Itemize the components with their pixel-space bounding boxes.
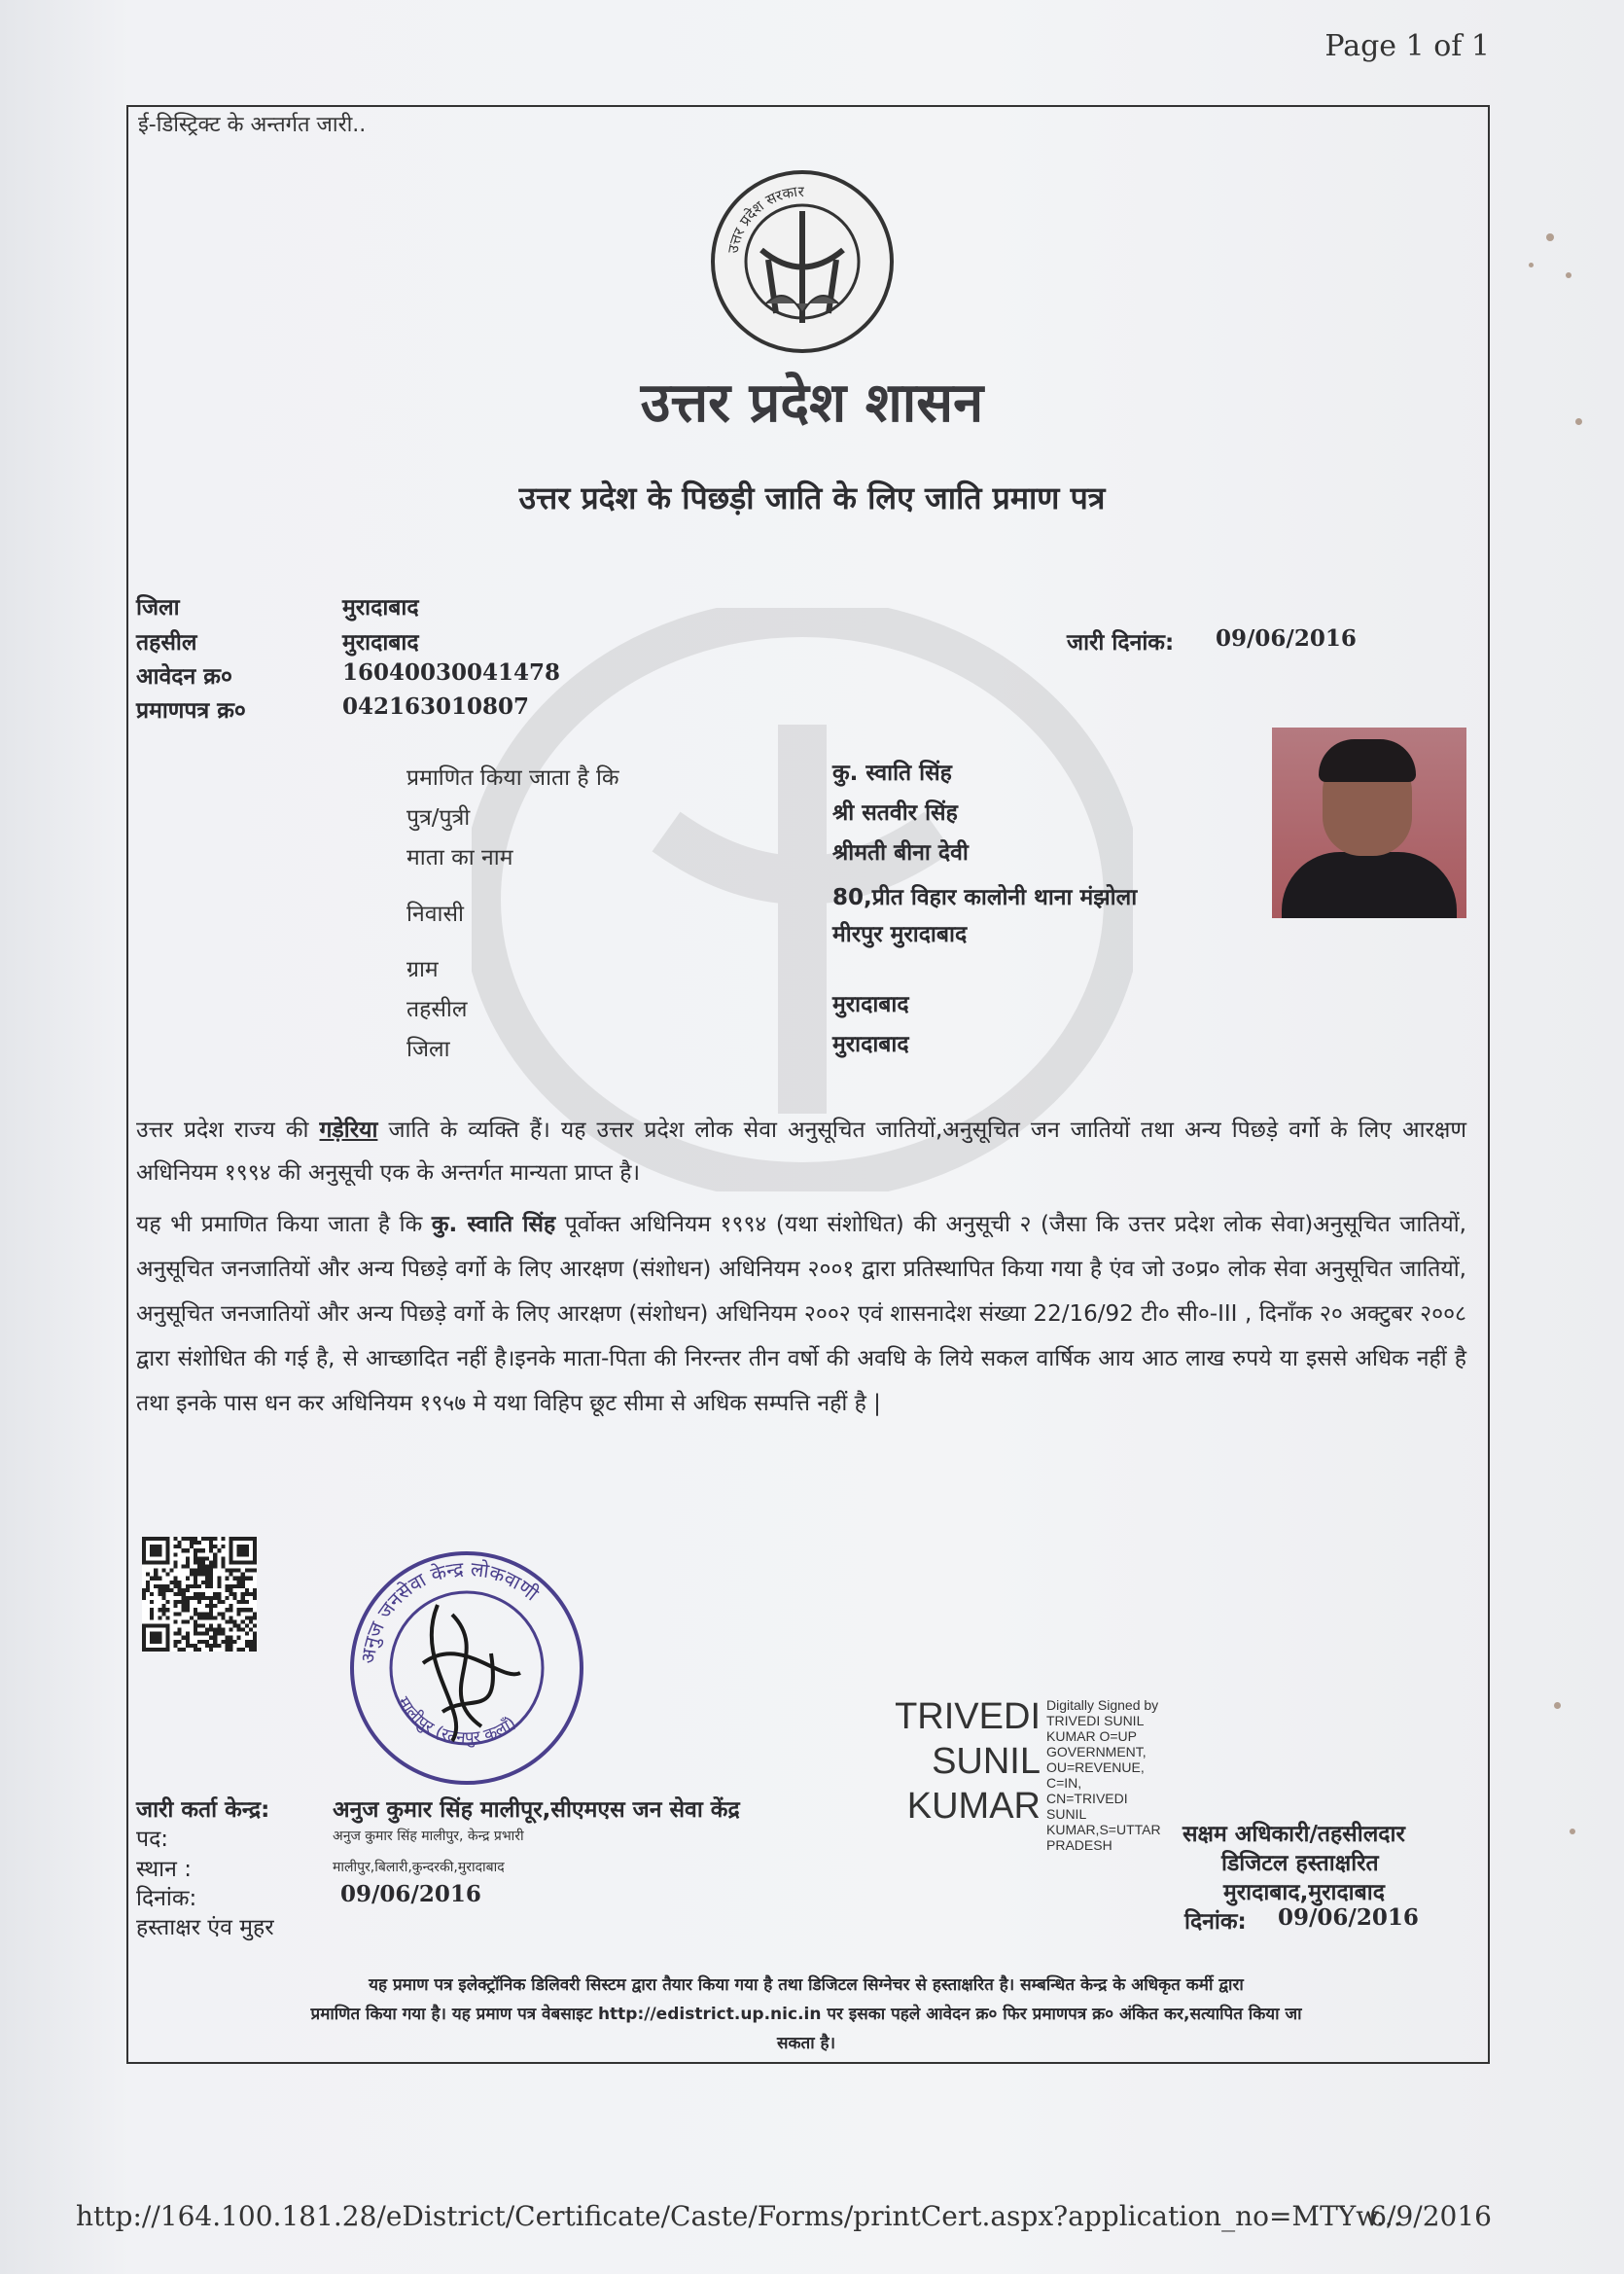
district-value: मुरादाबाद bbox=[342, 595, 419, 621]
certificate-footnote: यह प्रमाण पत्र इलेक्ट्रॉनिक डिलिवरी सिस्टम द्वारा तैयार किया गया है तथा डिजिटल सिग्नेचर से हस्ताक्षरित है। सम्बन्धित केन्द्र के अधिकृत कर्मी द्वारा प्रमाणित किया गया है। यह प्रमाण पत्र वेबसाइट http://edistrict.up.nic.in पर इसका पहले आवेदन क्र० फिर प्रमाणपत्र क्र० अंकित कर,सत्यापित किया जा सकता है। bbox=[310, 1975, 1302, 2053]
issuing-centre-value: अनुज कुमार सिंह मालीपूर,सीएमएस जन सेवा केंद्र bbox=[333, 1797, 740, 1823]
paper-stain bbox=[1566, 272, 1571, 278]
certificate-number: 042163010807 bbox=[342, 693, 530, 720]
print-date: 6/9/2016 bbox=[1369, 2200, 1492, 2232]
issue-date-label: जारी दिनांक: bbox=[1067, 630, 1175, 656]
paper-stain bbox=[1554, 1702, 1561, 1709]
district-label: जिला bbox=[136, 595, 180, 621]
officer-place: मुरादाबाद,मुरादाबाद bbox=[1223, 1880, 1385, 1905]
application-label: आवेदन क्र० bbox=[136, 664, 232, 690]
tehsil-label: तहसील bbox=[136, 630, 197, 656]
paper-stain bbox=[1546, 233, 1554, 241]
officer-title: सक्षम अधिकारी/तहसीलदार bbox=[1183, 1822, 1405, 1847]
relation-label: पुत्र/पुत्री bbox=[406, 805, 471, 831]
paragraph-person-name: कु. स्वाति सिंह bbox=[431, 1212, 556, 1237]
digital-sign-name: TRIVEDI SUNIL KUMAR bbox=[895, 1696, 1041, 1827]
sign-seal-label: हस्ताक्षर एंव मुहर bbox=[136, 1915, 274, 1940]
issuer-date-value: 09/06/2016 bbox=[340, 1881, 481, 1907]
seal-inner-text: मालीपुर (रतनपुर कलाँ) bbox=[393, 1693, 520, 1749]
issued-under-note: ई-डिस्ट्रिक्ट के अन्तर्गत जारी.. bbox=[138, 113, 367, 137]
address-line-1: 80,प्रीत विहार कालोनी थाना मंझोला bbox=[832, 885, 1138, 910]
certificate-no-label: प्रमाणपत्र क्र० bbox=[136, 698, 246, 724]
person-district-value: मुरादाबाद bbox=[832, 1032, 909, 1057]
officer-digital-sign: डिजिटल हस्ताक्षरित bbox=[1221, 1851, 1379, 1876]
post-label: पद: bbox=[136, 1827, 169, 1852]
mother-name: श्रीमती बीना देवी bbox=[832, 840, 969, 866]
paper-stain bbox=[1575, 418, 1582, 425]
person-name: कु. स्वाति सिंह bbox=[832, 761, 952, 786]
person-tehsil-label: तहसील bbox=[406, 997, 468, 1022]
qr-code bbox=[142, 1537, 257, 1652]
issue-date-value: 09/06/2016 bbox=[1216, 625, 1357, 652]
officer-date-value: 09/06/2016 bbox=[1278, 1904, 1419, 1931]
certification-paragraph: यह भी प्रमाणित किया जाता है कि कु. स्वाति सिंह पूर्वोक्त अधिनियम १९९४ (यथा संशोधित) की अनुसूची २ (जैसा कि उत्तर प्रदेश लोक सेवा)अनुसूचित जातियों, अनुसूचित जनजातियों और अन्य पिछड़े वर्गो के लिए आरक्षण (संशोधन) अधिनियम २००१ द्वारा प्रतिस्थापित किया गया है एंव जो उ०प्र० लोक सेवा अनुसूचित जातियों, अनुसूचित जनजातियों और अन्य पिछड़े वर्गो के लिए आरक्षण (संशोधन) अधिनियम २००२ एवं शासनादेश संख्या 22/16/92 टी० सी०-III , दिनाँक २० अक्टुबर २००८ द्वारा संशोधित की गई है, से आच्छादित नहीं है।इनके माता-पिता की निरन्तर तीन वर्षो की अवधि के लिये सकल वार्षिक आय आठ लाख रुपये या इससे अधिक नहीं है तथा इनके पास धन कर अधिनियम १९५७ मे यथा विहिप छूट सीमा से अधिक सम्पत्ति नहीं है | bbox=[136, 1212, 1466, 1416]
paper-stain bbox=[1570, 1829, 1575, 1834]
issuer-date-label: दिनांक: bbox=[136, 1886, 197, 1911]
tehsil-value: मुरादाबाद bbox=[342, 630, 419, 656]
place-label: स्थान : bbox=[136, 1857, 192, 1882]
caste-paragraph: उत्तर प्रदेश राज्य की गड़ेरिया जाति के व्यक्ति हैं। यह उत्तर प्रदेश लोक सेवा अनुसूचित जातियों,अनुसूचित जन जातियों तथा अन्य पिछड़े वर्गो के लिए आरक्षण अधिनियम १९९४ की अनुसूची एक के अन्तर्गत मान्यता प्राप्त है। bbox=[136, 1118, 1466, 1186]
mother-label: माता का नाम bbox=[406, 845, 513, 871]
emblem-text: उत्तर प्रदेश सरकार bbox=[724, 182, 804, 255]
caste-name: गड़ेरिया bbox=[319, 1118, 378, 1143]
village-label: ग्राम bbox=[406, 957, 439, 982]
seal-outer-text: अनुज जनसेवा केन्द्र लोकवाणी bbox=[355, 1556, 544, 1665]
person-district-label: जिला bbox=[406, 1037, 450, 1062]
officer-date-label: दिनांक: bbox=[1184, 1909, 1247, 1935]
certified-label: प्रमाणित किया जाता है कि bbox=[406, 765, 619, 791]
applicant-photo bbox=[1272, 728, 1466, 918]
print-url: http://164.100.181.28/eDistrict/Certificate/Caste/Forms/printCert.aspx?application_no=MTYw... bbox=[76, 2200, 1402, 2232]
paper-stain bbox=[1529, 263, 1534, 267]
certificate-subtitle: उत्तर प्रदेश के पिछड़ी जाति के लिए जाति प्रमाण पत्र bbox=[518, 480, 1106, 516]
father-name: श्री सतवीर सिंह bbox=[832, 800, 958, 826]
address-line-2: मीरपुर मुरादाबाद bbox=[832, 922, 968, 947]
official-seal-stamp bbox=[345, 1546, 588, 1790]
resident-label: निवासी bbox=[406, 902, 464, 927]
certificate-title: उत्तर प्रदेश शासन bbox=[640, 372, 984, 435]
up-government-emblem-icon bbox=[708, 167, 897, 356]
issuing-centre-label: जारी कर्ता केन्द्र: bbox=[136, 1797, 270, 1823]
digital-sign-details: Digitally Signed by TRIVEDI SUNIL KUMAR O=UP GOVERNMENT, OU=REVENUE, C=IN, CN=TRIVEDI SUNIL KUMAR,S=UTTAR PRADESH bbox=[1046, 1697, 1161, 1853]
post-value: अनुज कुमार सिंह मालीपुर, केन्द्र प्रभारी bbox=[333, 1829, 524, 1844]
person-tehsil-value: मुरादाबाद bbox=[832, 992, 909, 1017]
application-number: 16040030041478 bbox=[342, 659, 561, 686]
page-number: Page 1 of 1 bbox=[1324, 29, 1490, 63]
place-value: मालीपुर,बिलारी,कुन्दरकी,मुरादाबाद bbox=[333, 1860, 505, 1875]
